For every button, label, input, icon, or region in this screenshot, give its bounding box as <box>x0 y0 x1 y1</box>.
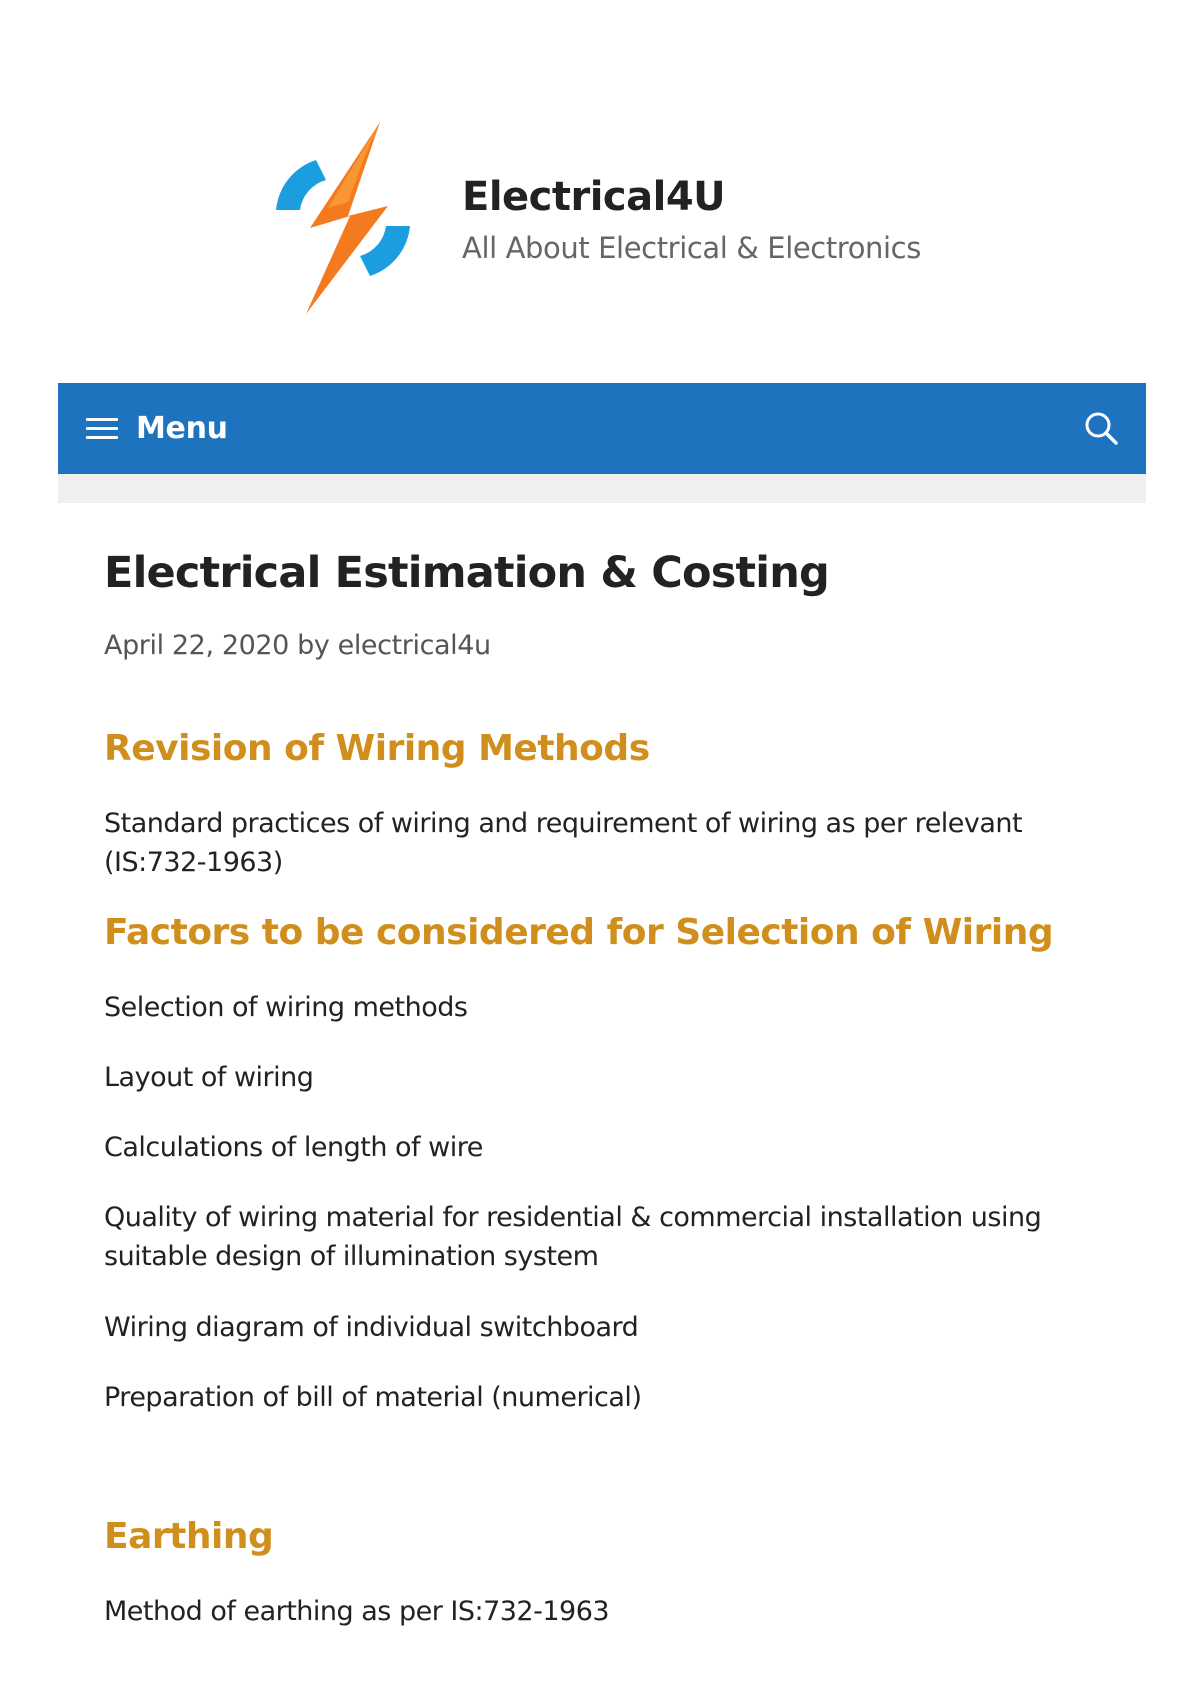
paragraph: Method of earthing as per IS:732-1963 <box>104 1596 610 1627</box>
lightning-bolt-logo-icon[interactable] <box>268 118 418 318</box>
paragraph: Quality of wiring material for residential & commercial installation using suitable design of illumination system <box>104 1202 1042 1272</box>
paragraph: Selection of wiring methods <box>104 992 468 1023</box>
menu-toggle-button[interactable] <box>86 383 228 474</box>
nav-divider <box>58 474 1146 503</box>
paragraph: Wiring diagram of individual switchboard <box>104 1312 639 1343</box>
paragraph: Layout of wiring <box>104 1062 314 1093</box>
main-navigation <box>58 383 1146 474</box>
post-meta: April 22, 2020 by electrical4u <box>104 630 491 661</box>
search-icon[interactable] <box>1082 409 1120 447</box>
page-title: Electrical Estimation & Costing <box>104 548 830 598</box>
site-branding[interactable] <box>268 118 948 318</box>
paragraph: Standard practices of wiring and requirement of wiring as per relevant (IS:732-1963) <box>104 808 1023 878</box>
site-tagline: All About Electrical & Electronics <box>462 231 921 265</box>
menu-label: Menu <box>136 411 228 446</box>
section-heading-factors-for-selection-of-wiring: Factors to be considered for Selection of Wiring <box>104 912 1054 953</box>
site-title[interactable]: Electrical4U <box>462 174 726 220</box>
section-heading-revision-of-wiring-methods: Revision of Wiring Methods <box>104 728 650 769</box>
paragraph: Calculations of length of wire <box>104 1132 483 1163</box>
site-header <box>0 0 1200 380</box>
paragraph: Preparation of bill of material (numerical) <box>104 1382 642 1413</box>
section-heading-earthing: Earthing <box>104 1516 274 1557</box>
hamburger-icon <box>86 417 118 441</box>
